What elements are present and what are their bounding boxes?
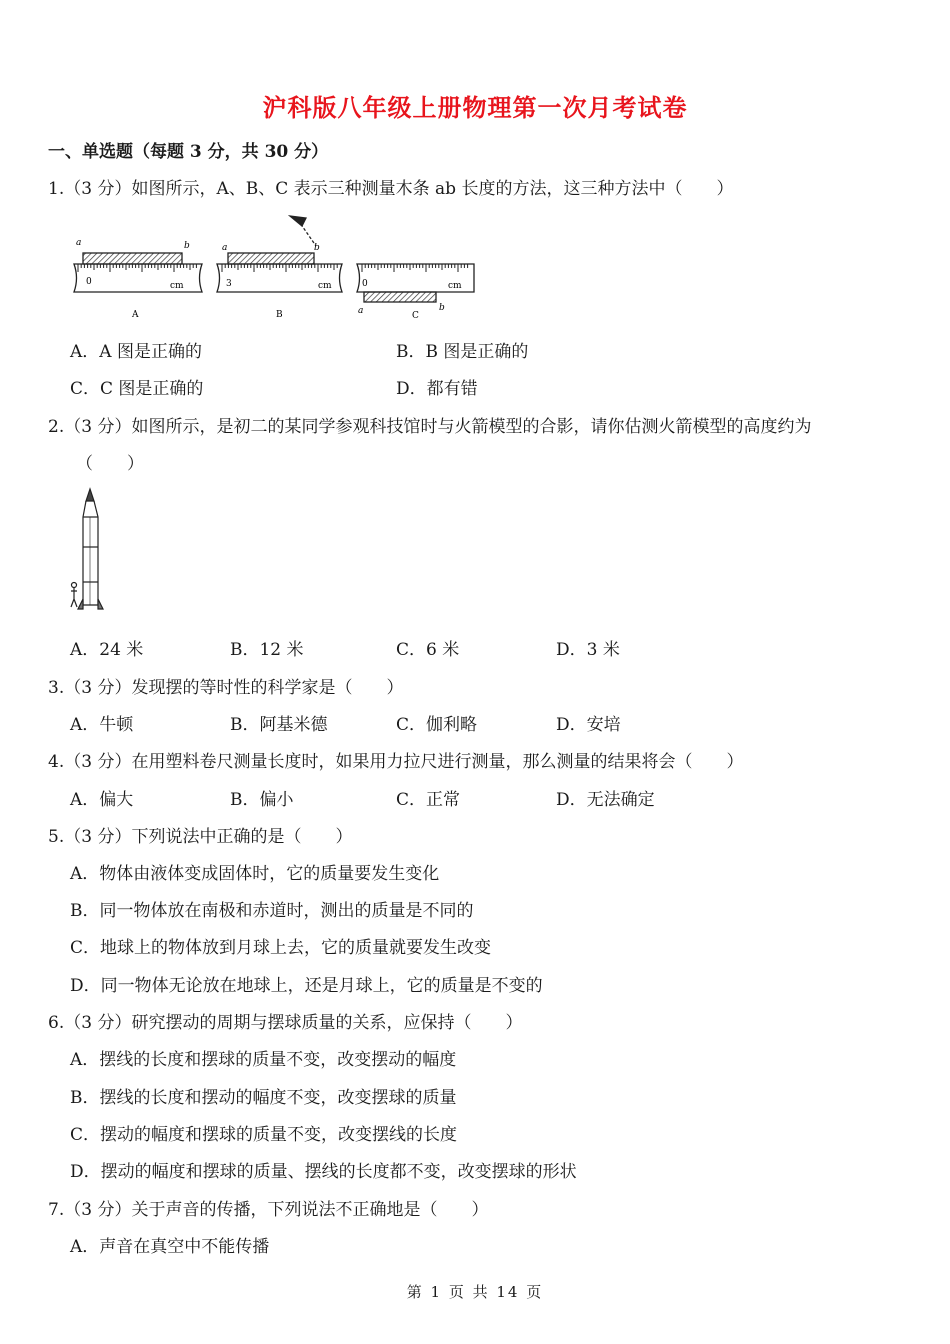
label-cm-C: cm <box>448 281 462 291</box>
q4-option-a: A．偏大 <box>70 790 134 810</box>
q5-option-b: B．同一物体放在南极和赤道时，测出的质量是不同的 <box>70 901 474 921</box>
label-b-A: b <box>184 241 190 251</box>
label-fig-C: C <box>412 311 419 321</box>
label-a-A: a <box>76 238 82 248</box>
question-6-stem: 6.（3 分）研究摆动的周期与摆球质量的关系，应保持（ ） <box>48 1013 523 1033</box>
q3-option-d: D．安培 <box>556 715 621 735</box>
q5-option-c: C．地球上的物体放到月球上去，它的质量就要发生改变 <box>70 938 492 958</box>
question-3-stem: 3.（3 分）发现摆的等时性的科学家是（ ） <box>48 678 404 698</box>
rocket-figure <box>64 487 108 617</box>
q7-option-a: A．声音在真空中不能传播 <box>70 1237 270 1257</box>
question-1-stem: 1.（3 分）如图所示，A、B、C 表示三种测量木条 ab 长度的方法，这三种方法中（ ） <box>48 179 734 199</box>
question-2-stem: 2.（3 分）如图所示，是初二的某同学参观科技馆时与火箭模型的合影，请你估测火箭模型的高度约为 <box>48 417 812 437</box>
label-zero-C: 0 <box>362 279 368 289</box>
q6-option-d: D．摆动的幅度和摆球的质量、摆线的长度都不变，改变摆球的形状 <box>70 1162 577 1182</box>
page-title: 沪科版八年级上册物理第一次月考试卷 <box>262 93 688 122</box>
label-b-C: b <box>439 303 445 313</box>
label-fig-A: A <box>132 310 139 320</box>
label-b-B: b <box>314 243 320 253</box>
q1-option-c: C．C 图是正确的 <box>70 379 204 399</box>
section-heading: 一、单选题（每题 3 分，共 30 分） <box>48 142 329 162</box>
q2-option-d: D．3 米 <box>556 640 620 660</box>
question-5-stem: 5.（3 分）下列说法中正确的是（ ） <box>48 827 353 847</box>
label-cm-B: cm <box>318 281 332 291</box>
question-4-stem: 4.（3 分）在用塑料卷尺测量长度时，如果用力拉尺进行测量，那么测量的结果将会（ ） <box>48 752 744 772</box>
q3-option-b: B．阿基米德 <box>230 715 328 735</box>
label-three-B: 3 <box>226 279 232 289</box>
q4-option-d: D．无法确定 <box>556 790 655 810</box>
label-a-C: a <box>358 306 364 316</box>
label-fig-B: B <box>276 310 283 320</box>
q3-option-a: A．牛顿 <box>70 715 134 735</box>
page-footer: 第 1 页 共 14 页 <box>406 1283 544 1301</box>
q2-option-a: A．24 米 <box>70 640 144 660</box>
q4-option-c: C．正常 <box>396 790 461 810</box>
q6-option-c: C．摆动的幅度和摆球的质量不变，改变摆线的长度 <box>70 1125 458 1145</box>
q6-option-b: B．摆线的长度和摆动的幅度不变，改变摆球的质量 <box>70 1088 457 1108</box>
q5-option-d: D．同一物体无论放在地球上，还是月球上，它的质量是不变的 <box>70 976 543 996</box>
q1-option-d: D．都有错 <box>396 379 478 399</box>
q2-option-b: B．12 米 <box>230 640 304 660</box>
ruler-figure <box>66 210 486 322</box>
q4-option-b: B．偏小 <box>230 790 294 810</box>
q1-option-b: B．B 图是正确的 <box>396 342 529 362</box>
label-cm-A: cm <box>170 281 184 291</box>
label-zero-A: 0 <box>86 277 92 287</box>
q2-option-c: C．6 米 <box>396 640 460 660</box>
q3-option-c: C．伽利略 <box>396 715 478 735</box>
q6-option-a: A．摆线的长度和摆球的质量不变，改变摆动的幅度 <box>70 1050 457 1070</box>
q5-option-a: A．物体由液体变成固体时，它的质量要发生变化 <box>70 864 440 884</box>
q1-option-a: A．A 图是正确的 <box>70 342 202 362</box>
label-a-B: a <box>222 243 228 253</box>
question-2-stem-cont: （ ） <box>76 454 144 474</box>
question-7-stem: 7.（3 分）关于声音的传播，下列说法不正确地是（ ） <box>48 1200 489 1220</box>
